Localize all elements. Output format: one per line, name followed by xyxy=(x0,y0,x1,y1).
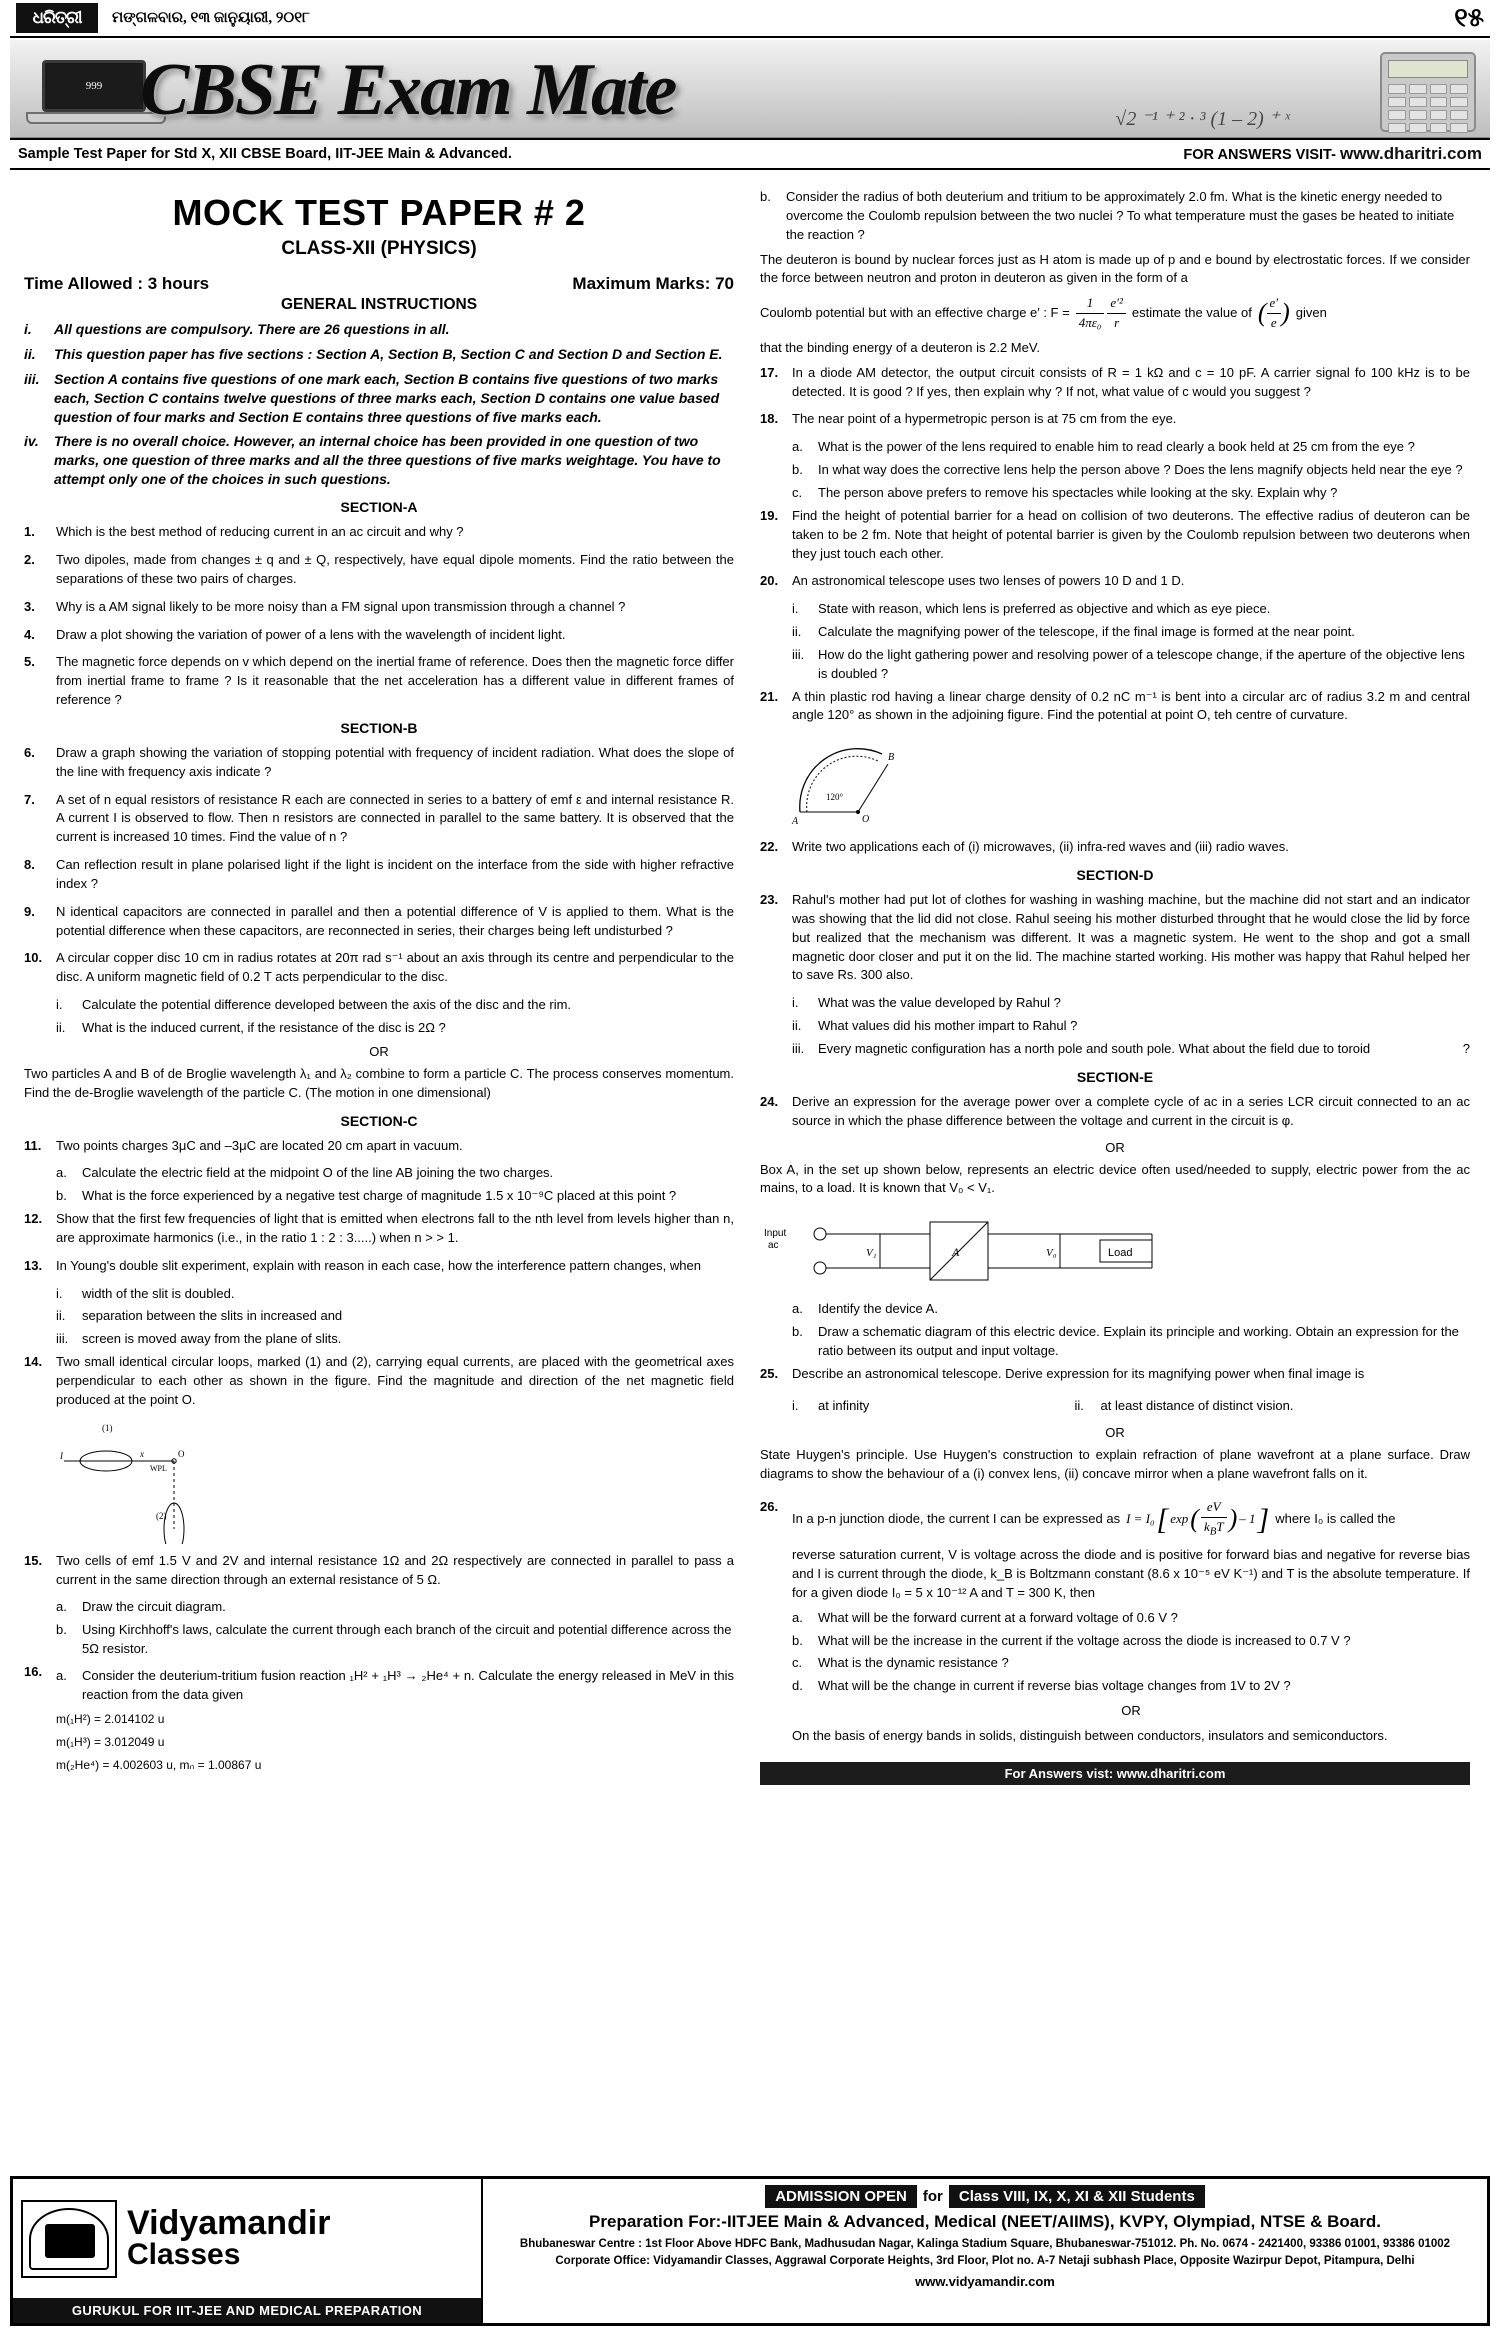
load-label: Load xyxy=(1108,1247,1133,1260)
subquestion-number: b. xyxy=(760,189,771,204)
question-25-subparts xyxy=(792,1393,1470,1420)
instruction-item xyxy=(24,345,734,364)
mass-value-1: m(₁H²) = 2.014102 u xyxy=(56,1711,165,1726)
subquestion xyxy=(792,646,1470,684)
subquestion xyxy=(56,1019,734,1038)
figure-question-21 xyxy=(760,734,1470,830)
deuteron-formula-line xyxy=(760,294,1470,333)
question-number: 25. xyxy=(760,1365,779,1381)
subquestion-number: ii. xyxy=(792,1018,802,1034)
instruction-number: iv. xyxy=(24,433,39,450)
svg-text:O: O xyxy=(178,1448,185,1459)
question-20 xyxy=(760,572,1470,591)
subquestion-text: screen is moved away from the plane of slits. xyxy=(82,1331,342,1347)
subquestion-text: Consider the radius of both deuterium and tritium to be approximately 2.0 fm. What is the kinetic energy needed to overcome the Coulomb repulsion between the two nuclei ? To what temperature must the gases be heated to initiate the reaction ? xyxy=(786,189,1455,242)
question-text: Two dipoles, made from changes ± q and ± Q, respectively, have equal dipole moments. Find the ratio between the separations of these two pairs of charges. xyxy=(56,551,734,586)
subquestion-number: i. xyxy=(56,1285,63,1301)
question-10 xyxy=(24,949,734,987)
instruction-text: There is no overall choice. However, an internal choice has been provided in one question of two marks, one question of three marks and all the three questions of five marks weightage. You have to attempt only one of the choices in such questions. xyxy=(54,433,721,488)
question-text: Draw a plot showing the variation of power of a lens with the wavelength of incident light. xyxy=(56,626,566,642)
question-number: 21. xyxy=(760,688,779,704)
question-number: 3. xyxy=(24,598,35,614)
deuteron-formula-tail: given xyxy=(1295,305,1327,321)
question-18-subparts xyxy=(792,438,1470,503)
ad-brand-line1: Vidyamandir xyxy=(127,2204,331,2243)
section-a-heading: SECTION-A xyxy=(340,499,418,516)
question-text: Two small identical circular loops, marked (1) and (2), carrying equal currents, are placed with the geometrical axes perpendicular to each other as shown in the figure. Find the magnitude and direction of the net magnetic field produced at the point O. xyxy=(56,1354,734,1407)
left-column xyxy=(24,182,734,1790)
question-26-or-text: On the basis of energy bands in solids, distinguish between conductors, insulators and semiconductors. xyxy=(792,1728,1388,1743)
vidyamandir-emblem-icon xyxy=(21,2200,117,2278)
mass-value-2: m(₁H³) = 3.012049 u xyxy=(56,1734,165,1749)
subquestion xyxy=(56,1621,734,1659)
deuteron-paragraph-1: The deuteron is bound by nuclear forces just as H atom is made up of p and e bound by electrostatic forces. If we consider the force between neutron and proton in deuteron as given in the form of a xyxy=(760,251,1470,286)
arc-label-A: A xyxy=(792,816,799,828)
subquestion-text: What will be the change in current if reverse bias voltage changes from 1V to 2V ? xyxy=(818,1678,1291,1694)
answers-strip[interactable]: For Answers vist: www.dharitri.com xyxy=(760,1762,1470,1785)
svg-text:I: I xyxy=(60,1450,63,1461)
ad-tagline: GURUKUL FOR IIT-JEE AND MEDICAL PREPARATION xyxy=(13,2298,481,2323)
calculator-keys xyxy=(1388,84,1468,133)
ad-brand-top xyxy=(13,2179,481,2298)
question-number: 6. xyxy=(24,744,35,760)
laptop-screen-text: 999 xyxy=(42,60,146,112)
subquestion-text: What is the force experienced by a negative test charge of magnitude 1.5 x 10⁻⁹C placed at this point ? xyxy=(82,1188,677,1204)
subquestion-text: Using Kirchhoff's laws, calculate the current through each branch of the circuit and potential difference across the 5Ω resistor. xyxy=(82,1622,732,1657)
question-15-subparts xyxy=(56,1598,734,1659)
v0-label: V₀ xyxy=(1046,1247,1057,1260)
input-label: Input xyxy=(764,1228,787,1240)
question-23-subparts xyxy=(792,994,1470,1059)
ad-brand-name xyxy=(127,2204,331,2272)
subquestion xyxy=(792,600,1470,619)
question-25 xyxy=(760,1365,1470,1384)
subquestion-number: i. xyxy=(792,601,799,617)
question-text: N identical capacitors are connected in parallel and then a potential difference of V is applied to them. What is the potential difference when these capacitors, are reconnected in series, their charges being left undisturbed ? xyxy=(56,903,734,938)
subquestion-number: c. xyxy=(792,484,803,500)
section-c-heading: SECTION-C xyxy=(340,1112,418,1129)
page-title: MOCK TEST PAPER # 2 xyxy=(172,192,586,233)
question-text: Write two applications each of (i) microwaves, (ii) infra-red waves and (iii) radio waves. xyxy=(792,839,1289,855)
subquestion xyxy=(56,996,734,1015)
question-number: 24. xyxy=(760,1093,779,1109)
content-columns xyxy=(10,170,1490,1790)
subquestion-text: at infinity xyxy=(818,1397,870,1413)
subquestion-text: Draw a schematic diagram of this electric device. Explain its principle and working. Obtain an expression for the ratio between its output and input voltage. xyxy=(818,1324,1459,1358)
instruction-text: Section A contains five questions of one mark each, Section B contains five questions of two marks each, Section C contains twelve questions of three marks each, Section D contains one value based question of four marks and Section E contains three questions of five marks each. xyxy=(54,370,720,425)
banner-title: CBSE Exam Mate xyxy=(140,49,676,131)
question-1 xyxy=(24,523,734,542)
question-number: 19. xyxy=(760,507,779,523)
ad-preparation-line: Preparation For:-IITJEE Main & Advanced, Medical (NEET/AIIMS), KVPY, Olympiad, NTSE & Board. xyxy=(589,2212,1381,2231)
masthead xyxy=(10,0,1490,38)
or-divider: OR xyxy=(1105,1425,1125,1441)
question-text: The near point of a hypermetropic person is at 75 cm from the eye. xyxy=(792,411,1177,427)
subquestion-text: Calculate the magnifying power of the telescope, if the final image is formed at the near point. xyxy=(818,624,1355,640)
subquestion-text: width of the slit is doubled. xyxy=(82,1285,235,1301)
question-26-tail: where I₀ is called the xyxy=(1275,1510,1396,1526)
subquestion xyxy=(792,1323,1470,1361)
subquestion-number: b. xyxy=(792,1632,803,1648)
subquestion xyxy=(792,438,1470,457)
subquestion-number: iii. xyxy=(792,646,805,662)
subquestion xyxy=(792,1017,1470,1036)
subquestion-number: a. xyxy=(792,1301,803,1317)
subquestion-number: b. xyxy=(56,1622,67,1638)
or-divider: OR xyxy=(1105,1139,1125,1155)
ad-address-line1: Bhubaneswar Centre : 1st Floor Above HDFC Bank, Madhusudan Nagar, Kalinga Stadium Square, Bhubaneswar-751012. Ph. No. 0674 - 2421400, 93386 01001, 93386 01002 xyxy=(519,2238,1451,2250)
question-text: A circular copper disc 10 cm in radius rotates at 20π rad s⁻¹ about an axis through its centre and perpendicular to the disc. A uniform magnetic field of 0.2 T acts perpendicular to the disc. xyxy=(56,950,734,985)
question-13 xyxy=(24,1257,734,1276)
ad-info-panel xyxy=(483,2179,1487,2323)
masthead-date: ମଙ୍ଗଳବାର, ୧୩ ଜାନୁୟାରୀ, ୨୦୧୮ xyxy=(112,10,310,26)
ad-website[interactable]: www.vidyamandir.com xyxy=(915,2273,1055,2289)
question-8 xyxy=(24,856,734,894)
subquestion-text: The person above prefers to remove his spectacles while looking at the sky. Explain why ? xyxy=(818,484,1338,500)
subquestion-text: What is the induced current, if the resistance of the disc is 2Ω ? xyxy=(82,1020,446,1035)
subquestion-number: ii. xyxy=(1074,1397,1084,1413)
subquestion-text: What is the power of the lens required to enable him to read clearly a book held at 25 cm from the eye ? xyxy=(818,439,1415,455)
question-text: Why is a AM signal likely to be more noisy than a FM signal upon transmission through a channel ? xyxy=(56,598,626,614)
subquestion-number: d. xyxy=(792,1678,803,1694)
charged-arc-figure xyxy=(760,734,960,830)
svg-text:x: x xyxy=(140,1448,144,1459)
question-text: Two points charges 3μC and –3μC are located 20 cm apart in vacuum. xyxy=(56,1137,463,1153)
question-13-subparts xyxy=(56,1285,734,1350)
question-9 xyxy=(24,903,734,941)
question-number: 20. xyxy=(760,573,779,589)
subquestion xyxy=(792,994,1470,1013)
question-26-lead: In a p-n junction diode, the current I can be expressed as xyxy=(792,1510,1121,1526)
class-subtitle: CLASS-XII (PHYSICS) xyxy=(281,238,477,259)
instruction-item xyxy=(24,432,734,489)
question-number: 8. xyxy=(24,857,35,873)
subquestion-text: What will be the forward current at a forward voltage of 0.6 V ? xyxy=(818,1609,1178,1625)
ad-address-line2: Corporate Office: Vidyamandir Classes, Aggrawal Corporate Heights, 3rd Floor, Plot no. A-7 Netaji subhash Place, Opposite Wazirpur Depot, Pitampura, Delhi xyxy=(555,2255,1415,2268)
subquestion xyxy=(56,1598,734,1617)
subquestion xyxy=(792,1677,1470,1696)
subquestion-number: i. xyxy=(792,1397,799,1413)
question-text: Derive an expression for the average power over a complete cycle of ac in a series LCR circuit connected to an ac source in which the phase difference between the voltage and current in the circuit is φ. xyxy=(792,1093,1470,1128)
banner-subtitle-bar xyxy=(10,138,1490,170)
mass-value-3: m(₂He⁴) = 4.002603 u, mₙ = 1.00867 u xyxy=(56,1758,262,1773)
question-number: 5. xyxy=(24,654,35,670)
subquestion-number: a. xyxy=(56,1667,67,1683)
subquestion xyxy=(792,1300,1470,1319)
question-11 xyxy=(24,1137,734,1156)
subquestion-text: Every magnetic configuration has a north pole and south pole. What about the field due to toroid xyxy=(818,1041,1371,1056)
question-10-or-text: Two particles A and B of de Broglie wavelength λ₁ and λ₂ combine to form a particle C. The process conserves momentum. Find the de-Broglie wavelength of the particle C. (The motion in one dimensional) xyxy=(24,1065,734,1100)
subquestion xyxy=(56,1187,734,1206)
right-column xyxy=(760,182,1470,1790)
newspaper-logo: ଧରିତ୍ରୀ xyxy=(16,3,98,33)
subquestion-number: iii. xyxy=(56,1331,69,1347)
subquestion-number: i. xyxy=(56,997,63,1013)
or-divider: OR xyxy=(369,1043,389,1059)
subquestion xyxy=(56,1307,734,1326)
subquestion-trailing-mark: ? xyxy=(1462,1041,1470,1056)
question-number: 2. xyxy=(24,551,35,567)
ad-class-badge: Class VIII, IX, X, XI & XII Students xyxy=(949,2185,1205,2208)
subquestion-text: Calculate the potential difference developed between the axis of the disc and the rim. xyxy=(82,997,572,1013)
admission-open-badge: ADMISSION OPEN xyxy=(765,2185,917,2208)
dharitri-url[interactable]: www.dharitri.com xyxy=(1339,144,1482,163)
question-number: 13. xyxy=(24,1257,43,1273)
question-15 xyxy=(24,1552,734,1590)
subquestion-text: How do the light gathering power and resolving power of a telescope change, if the aperture of the objective lens is doubled ? xyxy=(818,646,1465,681)
banner-math-decor: √2 ⁻¹ ⁺ ² · ³ (1 – 2) ⁺ ˣ xyxy=(1115,108,1290,130)
subquestion-text: What will be the increase in the current if the voltage across the diode is increased to 0.7 V ? xyxy=(818,1632,1351,1648)
arc-angle-label: 120° xyxy=(826,792,844,803)
transformer-circuit-figure xyxy=(760,1206,1180,1292)
question-number: 1. xyxy=(24,524,35,540)
question-6 xyxy=(24,744,734,782)
question-number: 16. xyxy=(24,1663,43,1679)
deuteron-formula-lead: Coulomb potential but with an effective charge e′ : F = xyxy=(760,305,1070,321)
subquestion xyxy=(56,1667,734,1705)
question-text: An astronomical telescope uses two lenses of powers 10 D and 1 D. xyxy=(792,573,1185,589)
question-text: In Young's double slit experiment, explain with reason in each case, how the interference pattern changes, when xyxy=(56,1257,701,1273)
subquestion-number: ii. xyxy=(56,1020,66,1035)
question-24 xyxy=(760,1093,1470,1131)
subquestion-text: separation between the slits in increased and xyxy=(82,1308,343,1324)
subquestion xyxy=(792,1397,1075,1416)
deuteron-paragraph-3: that the binding energy of a deuteron is 2.2 MeV. xyxy=(760,339,1040,355)
question-17 xyxy=(760,364,1470,402)
subquestion-number: b. xyxy=(56,1188,67,1204)
question-4 xyxy=(24,626,734,645)
svg-text:(2): (2) xyxy=(156,1510,167,1521)
figure-question-14 xyxy=(24,1419,734,1544)
time-marks-row xyxy=(24,274,734,294)
arc-label-B: B xyxy=(888,752,895,764)
instruction-number: iii. xyxy=(24,370,40,387)
subquestion xyxy=(792,1040,1470,1059)
subquestion xyxy=(56,1285,734,1304)
ad-for-word: for xyxy=(922,2188,943,2205)
maximum-marks: Maximum Marks: 70 xyxy=(572,274,734,293)
subquestion-text: What was the value developed by Rahul ? xyxy=(818,995,1061,1011)
subquestion xyxy=(792,484,1470,503)
subquestion-text: Identify the device A. xyxy=(818,1301,938,1317)
subquestion-text: State with reason, which lens is preferred as objective and which as eye piece. xyxy=(818,601,1271,617)
question-text: Which is the best method of reducing current in an ac circuit and why ? xyxy=(56,524,464,540)
instruction-item xyxy=(24,370,734,427)
calculator-icon xyxy=(1380,52,1476,132)
question-25-or-text: State Huygen's principle. Use Huygen's construction to explain refraction of plane wavefront at a plane surface. Draw diagrams to show the behaviour of a (i) convex lens, (ii) concave mirror when a plane wavefront falls on it. xyxy=(760,1447,1470,1482)
v1-label: V₁ xyxy=(866,1247,877,1260)
question-text: Can reflection result in plane polarised light if the light is incident on the interface from the side with higher refractive index ? xyxy=(56,857,734,891)
subquestion-text: Consider the deuterium-tritium fusion reaction ₁H² + ₁H³ → ₂He⁴ + n. Calculate the energy released in MeV in this reaction from the data given xyxy=(82,1667,734,1702)
question-number: 9. xyxy=(24,903,35,919)
question-text: Rahul's mother had put lot of clothes for washing in washing machine, but the machine did not start and an indicator was showing that the lid did not close. Rahul seeing his mother disturbed throught that he would close the lid by force but realized that the mechanism was different. It was a magnetic system. He went to the shop and got a small magnetic door closer and put it on the lid. The machine started working. His mother was happy that Rahul helped her to save Rs. 300 also. xyxy=(792,892,1470,983)
subquestion-text: at least distance of distinct vision. xyxy=(1100,1397,1294,1413)
subquestion-text: What values did his mother impart to Rahul ? xyxy=(818,1018,1078,1034)
figure-question-24 xyxy=(760,1206,1470,1292)
question-text: A set of n equal resistors of resistance R each are connected in series to a battery of emf ε and internal resistance R. A current I is observed to flow. Then n resistors are connected in parallel to the same battery. It is observed that the current is increased 10 times. Find the value of n ? xyxy=(56,791,734,845)
question-22 xyxy=(760,838,1470,857)
ac-label: ac xyxy=(768,1240,779,1252)
question-16 xyxy=(24,1663,734,1781)
question-text: Find the height of potential barrier for a head on collision of two deuterons. The effective radius of deuteron can be taken to be 2 fm. Note that height of potental barrier is given by the Coulomb repulsion between two deuterons when they just touch each other. xyxy=(792,507,1470,561)
subquestion-number: a. xyxy=(792,1609,803,1625)
subquestion-number: i. xyxy=(792,995,799,1011)
arc-label-O: O xyxy=(862,814,870,826)
question-text: The magnetic force depends on v which depend on the inertial frame of reference. Does then the magnetic force differ from inertial frame to frame ? Is it reasonable that the net acceleration has a different value in different frames of reference ? xyxy=(56,654,734,708)
question-text: In a diode AM detector, the output circuit consists of R = 1 kΩ and c = 10 pF. A carrier signal fo 100 kHz is to be detected. It is good ? If yes, then explain why ? If not, what value of c would you suggest ? xyxy=(792,364,1470,399)
question-18 xyxy=(760,410,1470,429)
question-12 xyxy=(24,1210,734,1248)
banner-sub-left: Sample Test Paper for Std X, XII CBSE Board, IIT-JEE Main & Advanced. xyxy=(18,146,512,162)
instruction-text: All questions are compulsory. There are 26 questions in all. xyxy=(54,321,450,337)
general-instructions-title: GENERAL INSTRUCTIONS xyxy=(280,296,478,313)
question-7 xyxy=(24,791,734,848)
svg-text:WPL: WPL xyxy=(150,1463,167,1473)
footer-advertisement[interactable] xyxy=(10,2176,1490,2326)
subquestion xyxy=(792,623,1470,642)
question-number: 15. xyxy=(24,1552,43,1568)
answers-visit-label: FOR ANSWERS VISIT- xyxy=(1183,147,1336,163)
question-text: Show that the first few frequencies of light that is emitted when electrons fall to the nth level from levels higher than n, are approximate harmonics (i.e., in the ratio 1 : 2 : 3.....) when n > > 1. xyxy=(56,1211,734,1245)
question-text: Draw a graph showing the variation of stopping potential with frequency of incident radiation. What does the slope of the line with frequency axis indicate ? xyxy=(56,744,734,779)
question-14 xyxy=(24,1353,734,1410)
subquestion xyxy=(792,1609,1470,1628)
subquestion xyxy=(792,1632,1470,1651)
subquestion xyxy=(56,1164,734,1183)
subquestion xyxy=(792,1654,1470,1673)
effective-charge-ratio: ( e′ e ) xyxy=(1257,295,1290,331)
subquestion-number: iii. xyxy=(792,1041,805,1056)
question-number: 17. xyxy=(760,364,779,380)
question-26 xyxy=(760,1498,1470,1752)
question-number: 11. xyxy=(24,1137,42,1153)
question-2 xyxy=(24,551,734,589)
question-text: Describe an astronomical telescope. Derive expression for its magnifying power when final image is xyxy=(792,1365,1365,1381)
question-16b xyxy=(760,188,1470,245)
question-text: Two cells of emf 1.5 V and 2V and internal resistance 1Ω and 2Ω respectively are connected in parallel to pass a current in the same direction through an external resistance of 5 Ω. xyxy=(56,1552,734,1587)
banner-sub-right xyxy=(1183,144,1482,164)
question-5 xyxy=(24,653,734,710)
question-number: 22. xyxy=(760,839,779,855)
page-number: ୧୫ xyxy=(1454,2,1484,32)
instruction-number: ii. xyxy=(24,345,36,362)
subquestion-number: a. xyxy=(792,439,803,455)
question-20-subparts xyxy=(792,600,1470,683)
question-24-or-text: Box A, in the set up shown below, represents an electric device often used/needed to supply, electric power from the ac mains, to a load. It is known that V₀ < V₁. xyxy=(760,1161,1470,1196)
question-text: A thin plastic rod having a linear charge density of 0.2 nC m⁻¹ is bent into a circular arc of radius 3.2 m and central angle 120° as shown in the adjoining figure. Find the potential at point O, teh centre of curvature. xyxy=(792,688,1470,723)
question-26-body: reverse saturation current, V is voltage across the diode and is positive for forward bias and negative for reverse bias and I is current through the diode, k_B is Boltzmann constant (8.6 x 10⁻⁵ eV K⁻¹) and T is the absolute temperature. If for a given diode I₀ = 5 x 10⁻¹² A and T = 300 K, then xyxy=(792,1547,1470,1600)
section-d-heading: SECTION-D xyxy=(1076,867,1154,884)
question-number: 18. xyxy=(760,411,779,427)
question-number: 4. xyxy=(24,626,35,642)
subquestion-number: ii. xyxy=(792,624,802,640)
ad-admission-row xyxy=(493,2185,1477,2208)
instruction-number: i. xyxy=(24,321,32,337)
question-number: 14. xyxy=(24,1354,43,1370)
ad-brand-line2: Classes xyxy=(127,2238,241,2272)
device-A-label: A xyxy=(952,1245,960,1260)
question-number: 10. xyxy=(24,950,43,966)
subquestion-number: ii. xyxy=(56,1308,66,1324)
question-number: 26. xyxy=(760,1499,779,1515)
question-11-subparts xyxy=(56,1164,734,1206)
subquestion-number: a. xyxy=(56,1165,67,1181)
svg-text:(1): (1) xyxy=(102,1422,113,1433)
subquestion-number: a. xyxy=(56,1599,67,1615)
subquestion-number: c. xyxy=(792,1655,803,1671)
subquestion xyxy=(1075,1397,1471,1416)
time-allowed: Time Allowed : 3 hours xyxy=(24,274,210,293)
question-number: 23. xyxy=(760,892,779,908)
general-instructions xyxy=(24,320,734,489)
or-divider: OR xyxy=(1121,1703,1141,1719)
subquestion xyxy=(792,461,1470,480)
question-10-subparts xyxy=(56,996,734,1038)
subquestion-text: What is the dynamic resistance ? xyxy=(818,1655,1009,1671)
deuteron-formula-mid: estimate the value of xyxy=(1131,305,1252,321)
calculator-screen xyxy=(1388,60,1468,78)
instruction-item xyxy=(24,320,734,339)
section-b-heading: SECTION-B xyxy=(340,719,418,736)
subquestion-text: Calculate the electric field at the midpoint O of the line AB joining the two charges. xyxy=(82,1165,554,1181)
banner xyxy=(10,40,1490,138)
subquestion-number: b. xyxy=(792,1324,803,1340)
question-number: 12. xyxy=(24,1211,43,1227)
subquestion-number: b. xyxy=(792,462,803,478)
section-e-heading: SECTION-E xyxy=(1076,1068,1154,1085)
diode-current-formula: I = I₀ [ exp ( eV $k_BT$ ) – 1 ] xyxy=(1126,1499,1270,1538)
question-number: 7. xyxy=(24,791,35,807)
ad-brand-panel xyxy=(13,2179,483,2323)
subquestion-text: Draw the circuit diagram. xyxy=(82,1599,226,1615)
subquestion xyxy=(56,1330,734,1349)
question-21 xyxy=(760,688,1470,726)
subquestion-text: In what way does the corrective lens help the person above ? Does the lens magnify objects held near the eye ? xyxy=(818,462,1463,478)
question-23 xyxy=(760,891,1470,985)
instruction-text: This question paper has five sections : Section A, Section B, Section C and Section D and Section E. xyxy=(54,345,723,362)
question-19 xyxy=(760,507,1470,564)
question-24-subparts xyxy=(792,1300,1470,1361)
question-3 xyxy=(24,598,734,617)
coulomb-formula: 1 4πε₀ e′² r xyxy=(1076,294,1126,333)
loops-figure xyxy=(24,1419,264,1544)
